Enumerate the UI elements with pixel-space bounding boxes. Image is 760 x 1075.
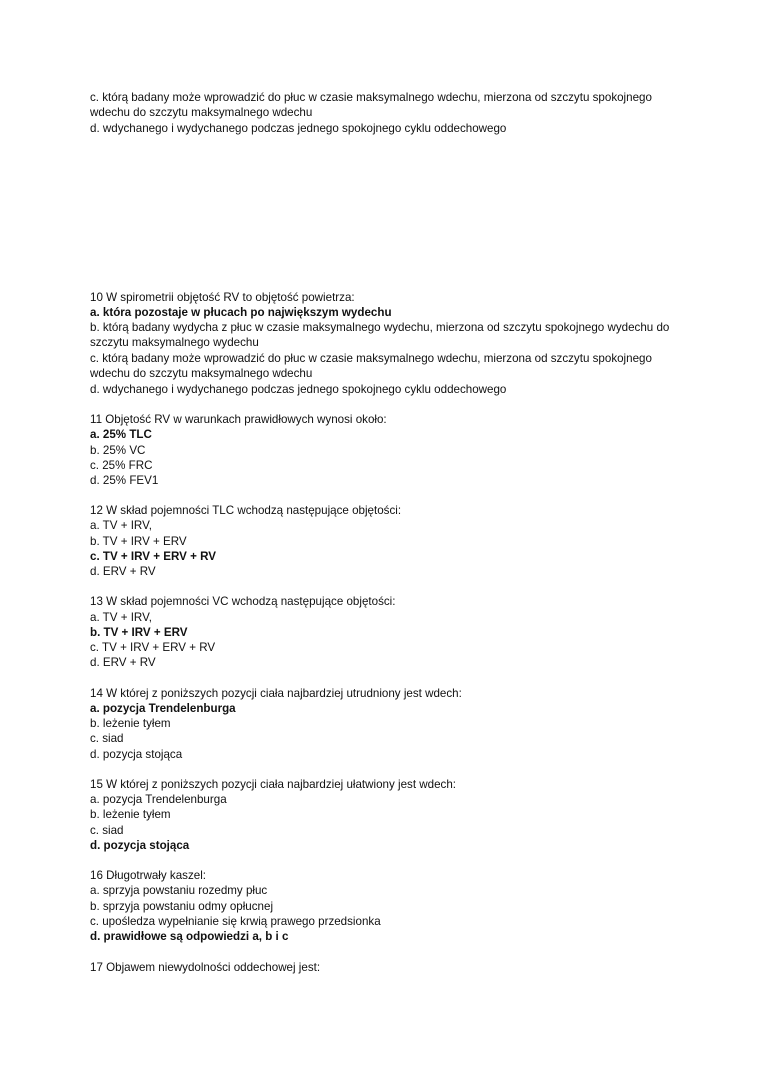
q10-answer-c-continued: wdechu do szczytu maksymalnego wdechu [90,367,313,380]
q15-answer-d-correct: d. pozycja stojąca [90,839,190,852]
q15-answer-b: b. leżenie tyłem [90,808,171,821]
q10-answer-b: b. którą badany wydycha z płuc w czasie maksymalnego wydechu, mierzona od szczytu spokojnego wydechu do [90,321,670,334]
q17-question: 17 Objawem niewydolności oddechowej jest: [90,961,321,974]
q14-answer-b: b. leżenie tyłem [90,717,171,730]
q11-answer-a-correct: a. 25% TLC [90,428,152,441]
q16-answer-d-correct: d. prawidłowe są odpowiedzi a, b i c [90,930,289,943]
q15-answer-a: a. pozycja Trendelenburga [90,793,227,806]
q13-answer-c: c. TV + IRV + ERV + RV [90,641,216,654]
q10-answer-d: d. wdychanego i wydychanego podczas jednego spokojnego cyklu oddechowego [90,383,507,396]
q11-question: 11 Objętość RV w warunkach prawidłowych wynosi około: [90,413,387,426]
q14-answer-a-correct: a. pozycja Trendelenburga [90,702,236,715]
q11-answer-d: d. 25% FEV1 [90,474,159,487]
q14-answer-d: d. pozycja stojąca [90,748,183,761]
q16-question: 16 Długotrwały kaszel: [90,869,206,882]
q16-answer-c: c. upośledza wypełnianie się krwią prawego przedsionka [90,915,381,928]
q10-answer-b-continued: szczytu maksymalnego wydechu [90,336,259,349]
q13-answer-a: a. TV + IRV, [90,611,152,624]
q10-answer-a-correct: a. która pozostaje w płucach po największym wydechu [90,306,392,319]
q10-question: 10 W spirometrii objętość RV to objętość powietrza: [90,291,355,304]
fragment-answer-c: c. którą badany może wprowadzić do płuc w czasie maksymalnego wdechu, mierzona od szczytu spokojnego [90,91,652,104]
q12-answer-a: a. TV + IRV, [90,519,152,532]
q13-answer-b-correct: b. TV + IRV + ERV [90,626,188,639]
q14-question: 14 W której z poniższych pozycji ciała najbardziej utrudniony jest wdech: [90,687,462,700]
q15-answer-c: c. siad [90,824,124,837]
q11-answer-c: c. 25% FRC [90,459,153,472]
q15-question: 15 W której z poniższych pozycji ciała najbardziej ułatwiony jest wdech: [90,778,457,791]
q10-answer-c: c. którą badany może wprowadzić do płuc w czasie maksymalnego wdechu, mierzona od szczytu spokojnego [90,352,652,365]
q16-answer-a: a. sprzyja powstaniu rozedmy płuc [90,884,268,897]
q12-answer-d: d. ERV + RV [90,565,156,578]
fragment-answer-d: d. wdychanego i wydychanego podczas jednego spokojnego cyklu oddechowego [90,122,507,135]
q13-answer-d: d. ERV + RV [90,656,156,669]
q13-question: 13 W skład pojemności VC wchodzą następujące objętości: [90,595,396,608]
q12-answer-b: b. TV + IRV + ERV [90,535,187,548]
fragment-answer-c-continued: wdechu do szczytu maksymalnego wdechu [90,106,313,119]
q14-answer-c: c. siad [90,732,124,745]
q12-answer-c-correct: c. TV + IRV + ERV + RV [90,550,216,563]
q16-answer-b: b. sprzyja powstaniu odmy opłucnej [90,900,274,913]
q12-question: 12 W skład pojemności TLC wchodzą następujące objętości: [90,504,402,517]
q11-answer-b: b. 25% VC [90,444,146,457]
